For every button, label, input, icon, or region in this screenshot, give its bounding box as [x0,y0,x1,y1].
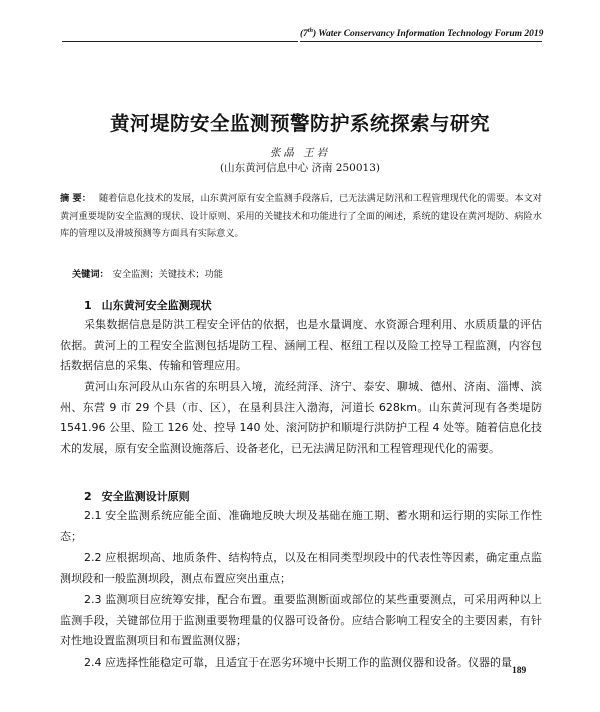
paper-affiliation: (山东黄河信息中心 济南 250013) [220,162,380,174]
section-title: 山东黄河安全监测现状 [101,299,212,312]
header-underline [300,41,542,42]
paper-title: 黄河堤防安全监测预警防护系统探索与研究 [109,112,490,135]
paragraph: 2.2 应根据坝高、地质条件、结构特点，以及在相同类型坝段中的代表性等因素，确定重点监测坝段和一般监测坝段，测点布置应突出重点； [60,551,542,585]
section-heading-1 [84,297,212,313]
section-heading-2 [84,488,190,504]
paragraph: 2.3 监测项目应统筹安排，配合布置。重要监测断面或部位的某些重要测点，可采用两种以上监测手段，关键部位用于监测重要物理量的仪器可设备份。应结合影响工程安全的主要因素，有针对性地设置监测项目和布置监测仪器； [60,593,542,647]
abstract-text: 随着信息化技术的发展，山东黄河原有安全监测手段落后，已无法满足防汛和工程管理现代化的需要。本文对黄河重要堤防安全监测的现状、设计原则、采用的关键技术和功能进行了全面的阐述，系统的建设在黄河堤防、病险水库的管理以及滑坡预测等方面具有实际意义。 [60,193,542,239]
page-number: 189 [512,666,527,676]
section-title: 安全监测设计原则 [101,490,190,503]
header-superscript: th [307,28,313,34]
header-prefix: (7 [300,29,308,40]
paragraph: 采集数据信息是防洪工程安全评估的依据，也是水量调度、水资源合理利用、水质质量的评估依据。黄河上的工程安全监测包括堤防工程、涵闸工程、枢纽工程以及险工控导工程监测，内容包括数据信息的采集、传输和管理应用。 [60,318,542,372]
section-number: 2 [84,490,92,503]
paragraph: 黄河山东河段从山东省的东明县入境，流经菏泽、济宁、泰安、聊城、德州、济南、淄博、滨州、东营 9 市 29 个县（市、区），在垦利县注入渤海，河道长 628km。山东黄河现有各类堤防 1541.96 公里、险工 126 处、控导 140 处、滚河防护和顺堤行洪防护工程 4 处等。随着信息化技术的发展，原有安全监测设施落后、设备老化，已无法满足防汛和工程管理现代化的需要。 [60,380,542,455]
paper-authors: 张晶 王岩 [269,147,331,159]
abstract-label: 摘 要： [60,193,91,204]
keywords [72,266,542,280]
keywords-text: 安全监测；关键技术；功能 [112,269,223,280]
header-left-rule [62,41,298,42]
abstract [60,190,542,243]
running-header [300,28,542,39]
paragraph: 2.1 安全监测系统应能全面、准确地反映大坝及基础在施工期、蓄水期和运行期的实际工作性态； [60,509,542,543]
section-number: 1 [84,299,92,312]
keywords-label: 关键词： [72,269,109,280]
header-rest: ) Water Conservancy Information Technology Forum 2019 [312,29,544,40]
paragraph: 2.4 应选择性能稳定可靠，且适宜于在恶劣环境中长期工作的监测仪器和设备。仪器的量 [84,656,512,669]
